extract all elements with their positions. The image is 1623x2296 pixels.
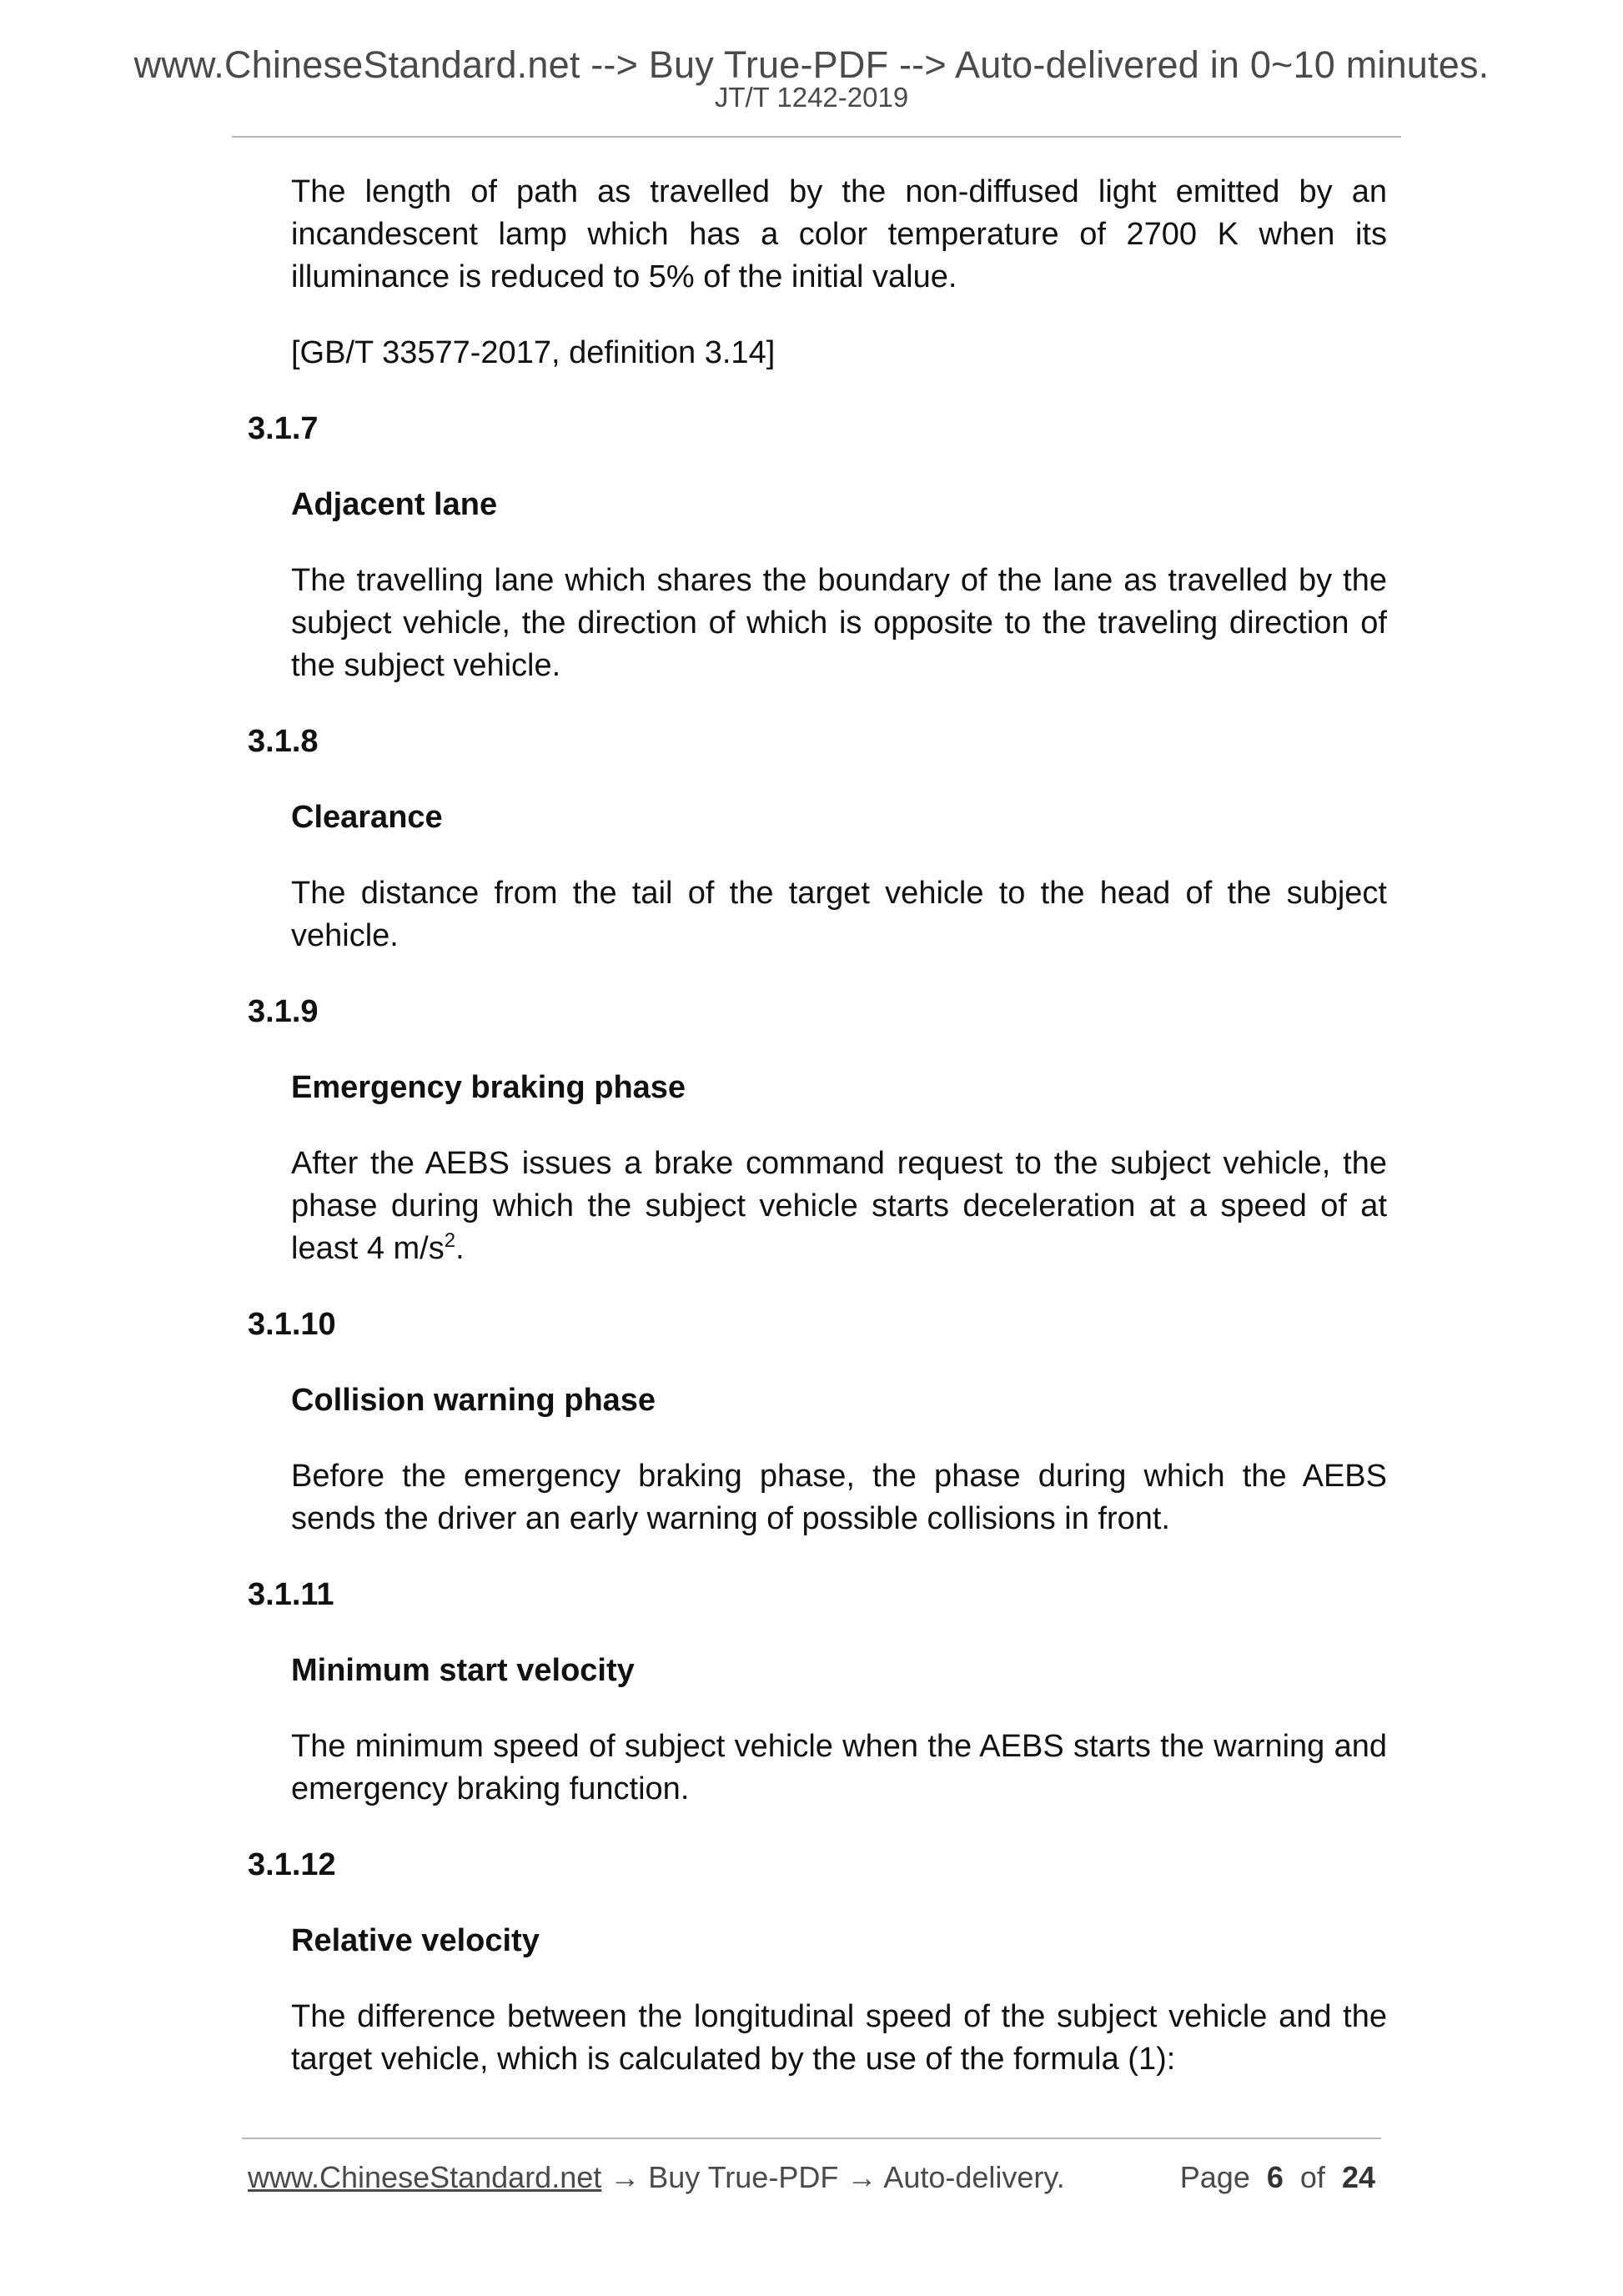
term-definition-collision-warning-phase: Before the emergency braking phase, the phase during which the AEBS sends the driver an early warning of possible collisions in front. bbox=[291, 1459, 1387, 1536]
superscript-exponent: 2 bbox=[444, 1229, 456, 1252]
intro-source: [GB/T 33577-2017, definition 3.14] bbox=[291, 335, 776, 370]
intro-definition: The length of path as travelled by the non-diffused light emitted by an incandescent lamp which has a color temperature of 2700 K when its illuminance is reduced to 5% of the initial value. bbox=[291, 174, 1387, 294]
term-title-emergency-braking-phase: Emergency braking phase bbox=[291, 1070, 686, 1105]
header-divider bbox=[232, 136, 1401, 138]
term-number-3-1-10: 3.1.10 bbox=[248, 1307, 336, 1342]
term-number-3-1-11: 3.1.11 bbox=[248, 1577, 334, 1612]
footer-divider bbox=[242, 2138, 1381, 2139]
term-definition-relative-velocity: The difference between the longitudinal speed of the subject vehicle and the target vehicle, which is calculated by the use of the formula (1): bbox=[291, 1999, 1387, 2077]
footer-promo bbox=[248, 2160, 1065, 2195]
definition-period: . bbox=[455, 1231, 465, 1266]
header-banner: www.ChineseStandard.net --> Buy True-PDF --> Auto-delivered in 0~10 minutes. bbox=[133, 43, 1490, 86]
page-label: Page bbox=[1179, 2160, 1250, 2194]
term-number-3-1-7: 3.1.7 bbox=[248, 411, 319, 446]
term-definition-emergency-braking-phase bbox=[291, 1143, 1387, 1270]
current-page-number: 6 bbox=[1266, 2160, 1284, 2194]
term-title-collision-warning-phase: Collision warning phase bbox=[291, 1383, 656, 1418]
footer-promo-text: → Buy True-PDF → Auto-delivery. bbox=[601, 2160, 1065, 2194]
document-body bbox=[248, 171, 1387, 2114]
term-title-relative-velocity: Relative velocity bbox=[291, 1923, 540, 1958]
term-definition-adjacent-lane: The travelling lane which shares the boundary of the lane as travelled by the subject vehicle, the direction of which is opposite to the traveling direction of the subject vehicle. bbox=[291, 563, 1387, 683]
term-title-clearance: Clearance bbox=[291, 800, 443, 835]
term-number-3-1-12: 3.1.12 bbox=[248, 1847, 336, 1882]
definition-text: After the AEBS issues a brake command request to the subject vehicle, the phase during which the subject vehicle starts deceleration at a speed of at least 4 m/s bbox=[291, 1146, 1387, 1266]
term-definition-minimum-start-velocity: The minimum speed of subject vehicle when the AEBS starts the warning and emergency braking function. bbox=[291, 1729, 1387, 1806]
footer-website-link[interactable]: www.ChineseStandard.net bbox=[248, 2160, 602, 2194]
term-definition-clearance: The distance from the tail of the target vehicle to the head of the subject vehicle. bbox=[291, 876, 1387, 953]
term-number-3-1-9: 3.1.9 bbox=[248, 994, 319, 1029]
term-title-adjacent-lane: Adjacent lane bbox=[291, 487, 498, 522]
term-title-minimum-start-velocity: Minimum start velocity bbox=[291, 1653, 635, 1688]
total-page-count: 24 bbox=[1341, 2160, 1375, 2194]
document-code: JT/T 1242-2019 bbox=[714, 82, 909, 113]
term-number-3-1-8: 3.1.8 bbox=[248, 724, 319, 759]
page-indicator bbox=[1180, 2160, 1375, 2195]
of-label: of bbox=[1299, 2160, 1325, 2194]
